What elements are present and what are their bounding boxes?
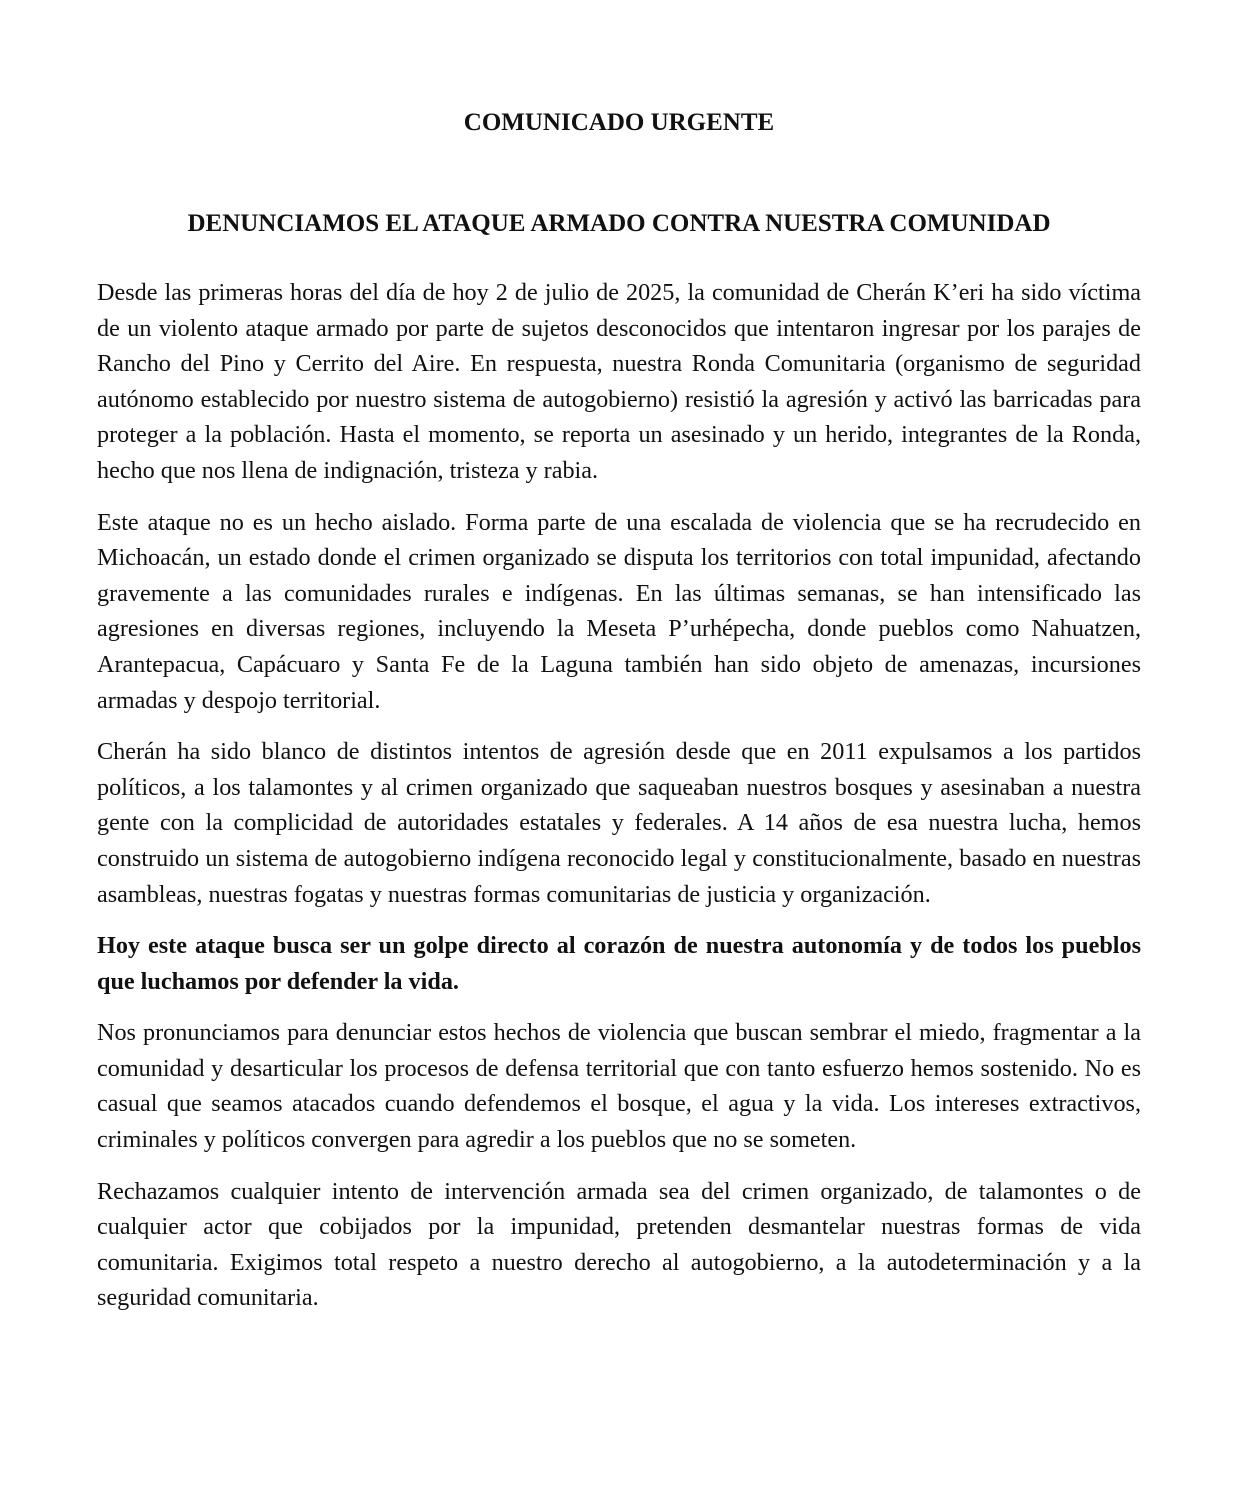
paragraph-attack-report: Desde las primeras horas del día de hoy 2 de julio de 2025, la comunidad de Cherán K’eri ha sido víctima de un violento ataque armado por parte de sujetos desconocidos que intentaron ingresar por los parajes de Rancho del Pino y Cerrito del Aire. En respuesta, nuestra Ronda Comunitaria (organismo de seguridad autónomo establecido por nuestro sistema de autogobierno) resistió la agresión y activó las barricadas para proteger a la población. Hasta el momento, se reporta un asesinado y un herido, integrantes de la Ronda, hecho que nos llena de indignación, tristeza y rabia. bbox=[97, 279, 1141, 484]
paragraph-bold-statement: Hoy este ataque busca ser un golpe directo al corazón de nuestra autonomía y de todos los pueblos que luchamos por defender la vida. bbox=[97, 932, 1141, 995]
document-title: COMUNICADO URGENTE bbox=[463, 109, 775, 136]
paragraph-denunciation: Nos pronunciamos para denunciar estos hechos de violencia que buscan sembrar el miedo, fragmentar a la comunidad y desarticular los procesos de defensa territorial que con tanto esfuerzo hemos sostenido. No es casual que seamos atacados cuando defendemos el bosque, el agua y la vida. Los intereses extractivos, criminales y políticos convergen para agredir a los pueblos que no se someten. bbox=[97, 1019, 1141, 1154]
paragraph-cheran-history: Cherán ha sido blanco de distintos intentos de agresión desde que en 2011 expulsamos a los partidos políticos, a los talamontes y al crimen organizado que saqueaban nuestros bosques y asesinaban a nuestra gente con la complicidad de autoridades estatales y federales. A 14 años de esa nuestra lucha, hemos construido un sistema de autogobierno indígena reconocido legal y constitucionalmente, basado en nuestras asambleas, nuestras fogatas y nuestras formas comunitarias de justicia y organización. bbox=[97, 738, 1141, 908]
paragraph-demands: Rechazamos cualquier intento de intervención armada sea del crimen organizado, de talamontes o de cualquier actor que cobijados por la impunidad, pretenden desmantelar nuestras formas de vida comunitaria. Exigimos total respeto a nuestro derecho al autogobierno, a la autodeterminación y a la seguridad comunitaria. bbox=[97, 1177, 1141, 1312]
document-subtitle: DENUNCIAMOS EL ATAQUE ARMADO CONTRA NUESTRA COMUNIDAD bbox=[187, 210, 1051, 237]
document-body bbox=[97, 275, 1141, 1332]
paragraph-regional-violence: Este ataque no es un hecho aislado. Forma parte de una escalada de violencia que se ha recrudecido en Michoacán, un estado donde el crimen organizado se disputa los territorios con total impunidad, afectando gravemente a las comunidades rurales e indígenas. En las últimas semanas, se han intensificado las agresiones en diversas regiones, incluyendo la Meseta P’urhépecha, donde pueblos como Nahuatzen, Arantepacua, Capácuaro y Santa Fe de la Laguna también han sido objeto de amenazas, incursiones armadas y despojo territorial. bbox=[97, 508, 1141, 714]
